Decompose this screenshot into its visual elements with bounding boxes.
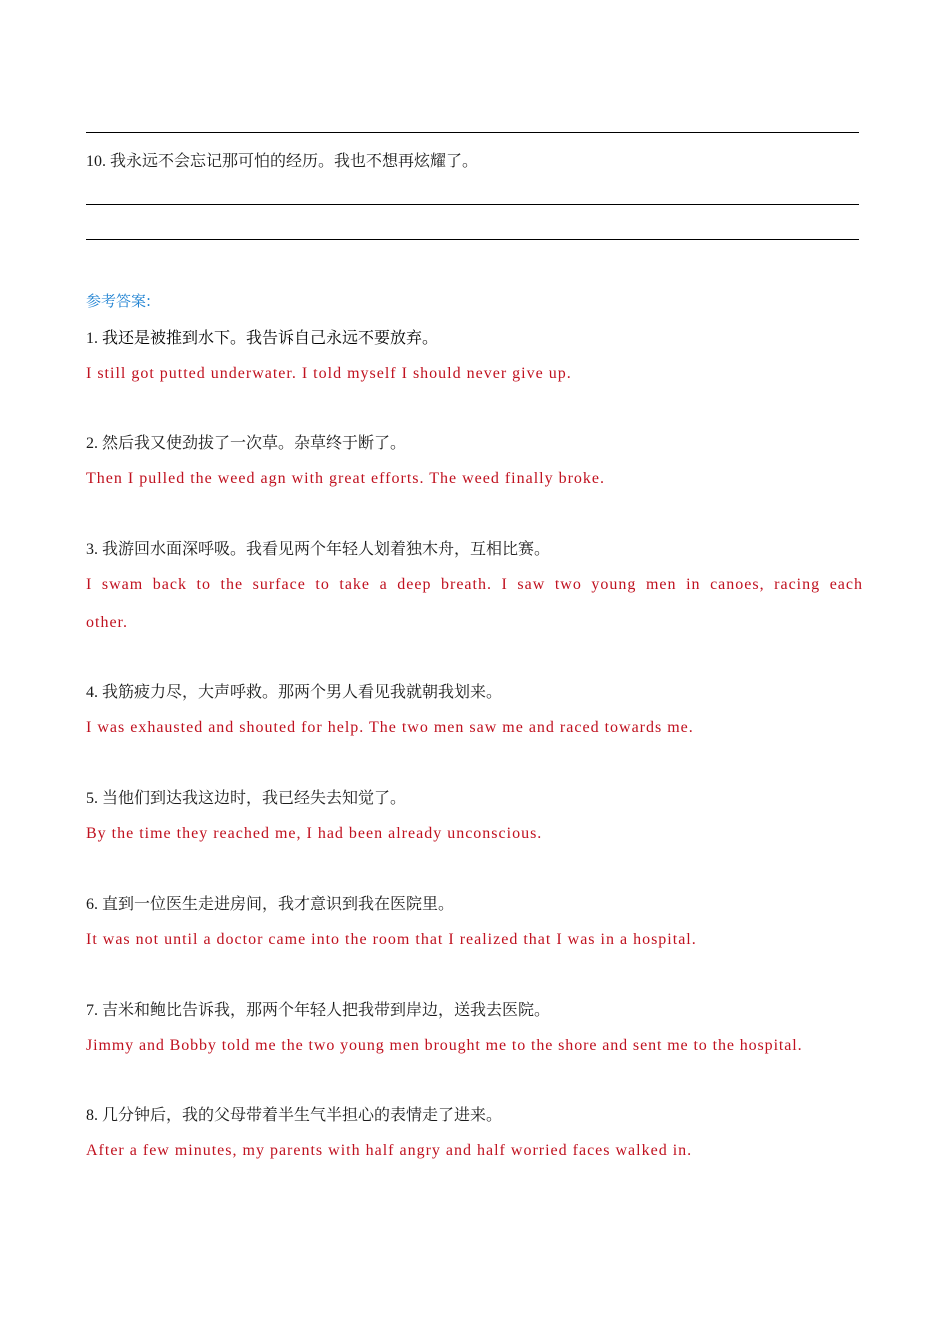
- answer-line: [86, 132, 859, 133]
- answer-6-english: It was not until a doctor came into the room that I realized that I was in a hospital.: [86, 931, 697, 948]
- answer-3-chinese: 3. 我游回水面深呼吸。我看见两个年轻人划着独木舟，互相比赛。: [86, 539, 551, 558]
- answer-4-english: I was exhausted and shouted for help. The two men saw me and raced towards me.: [86, 719, 694, 736]
- answer-line: [86, 204, 859, 205]
- question-text: 我永远不会忘记那可怕的经历。我也不想再炫耀了。: [110, 151, 479, 170]
- answer-5-chinese: 5. 当他们到达我这边时，我已经失去知觉了。: [86, 788, 407, 807]
- answer-5-english: By the time they reached me, I had been already unconscious.: [86, 825, 543, 842]
- answer-6-chinese: 6. 直到一位医生走进房间，我才意识到我在医院里。: [86, 894, 455, 913]
- answer-1-chinese: 1. 我还是被推到水下。我告诉自己永远不要放弃。: [86, 328, 439, 347]
- answer-8-english: After a few minutes, my parents with half angry and half worried faces walked in.: [86, 1142, 693, 1159]
- answer-line: [86, 239, 859, 240]
- answers-heading: 参考答案:: [86, 292, 152, 310]
- answer-3-english: I swam back to the surface to take a deep breath. I saw two young men in canoes, racing each other.: [86, 576, 863, 631]
- answer-2-chinese: 2. 然后我又使劲拔了一次草。杂草终于断了。: [86, 433, 407, 452]
- question-number: 10.: [86, 153, 106, 170]
- question-10: [86, 151, 478, 172]
- answer-1-english: I still got putted underwater. I told myself I should never give up.: [86, 365, 572, 382]
- answer-4-chinese: 4. 我筋疲力尽，大声呼救。那两个男人看见我就朝我划来。: [86, 682, 503, 701]
- answer-7-chinese: 7. 吉米和鲍比告诉我，那两个年轻人把我带到岸边，送我去医院。: [86, 1000, 551, 1019]
- answer-7-english: Jimmy and Bobby told me the two young men brought me to the shore and sent me to the hospital.: [86, 1037, 803, 1054]
- answer-2-english: Then I pulled the weed agn with great efforts. The weed finally broke.: [86, 470, 606, 487]
- answer-8-chinese: 8. 几分钟后，我的父母带着半生气半担心的表情走了进来。: [86, 1105, 503, 1124]
